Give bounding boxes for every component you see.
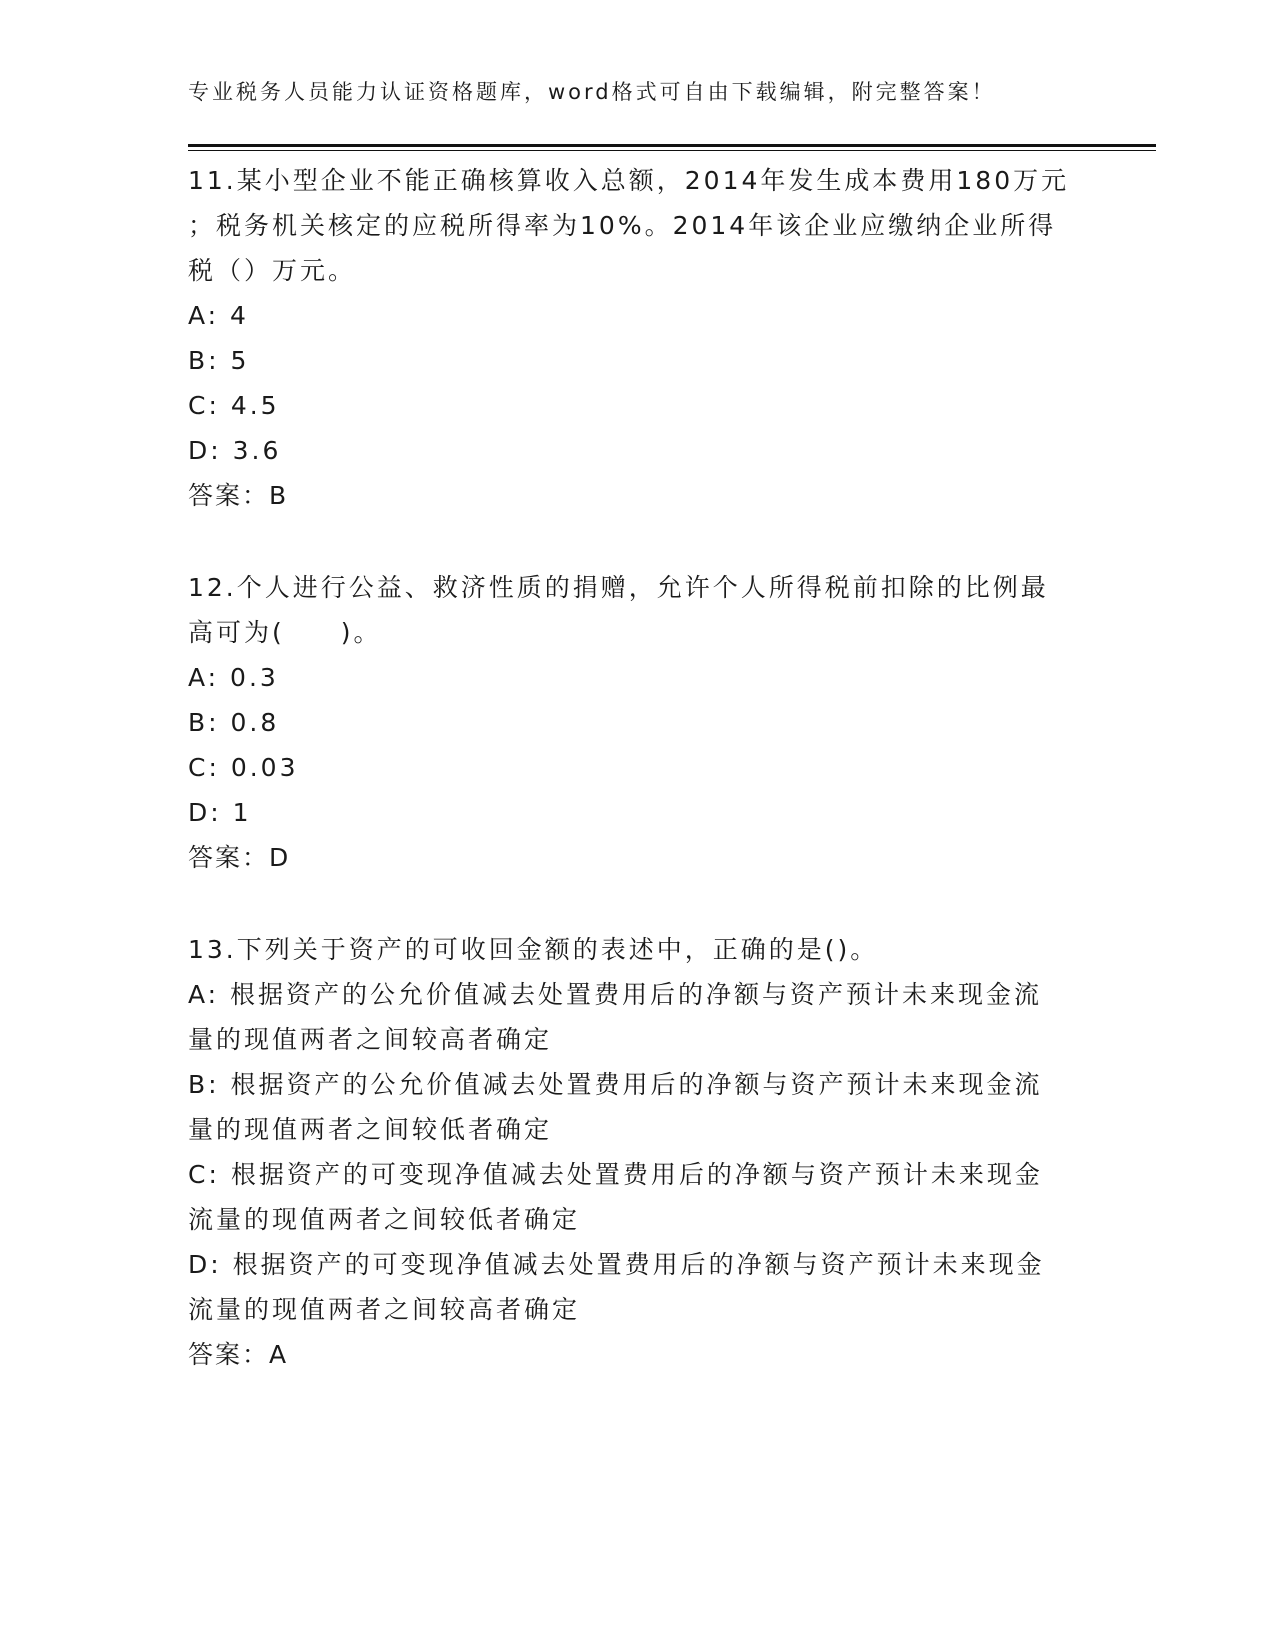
answer-label: 答案：D [188,843,291,872]
question-11 [188,158,1088,519]
option-d: D: 1 [188,798,252,827]
option-a: A: 根据资产的公允价值减去处置费用后的净额与资产预计未来现金流 [188,980,1043,1009]
header-rule-thick [188,144,1156,147]
option-a: A: 4 [188,301,249,330]
answer-label: 答案：B [188,481,289,510]
option-c: C: 根据资产的可变现净值减去处置费用后的净额与资产预计未来现金 [188,1160,1043,1189]
option-c: C: 4.5 [188,391,280,420]
option-d-continued: 流量的现值两者之间较高者确定 [188,1295,581,1324]
option-c-continued: 流量的现值两者之间较低者确定 [188,1205,581,1234]
page-header: 专业税务人员能力认证资格题库，word格式可自由下载编辑，附完整答案！ [188,80,996,104]
question-stem-line: 12.个人进行公益、救济性质的捐赠，允许个人所得税前扣除的比例最 [188,573,1049,602]
option-a: A: 0.3 [188,663,279,692]
option-c: C: 0.03 [188,753,299,782]
question-stem-line: 13.下列关于资产的可收回金额的表述中，正确的是()。 [188,935,879,964]
question-stem-line: 高可为( )。 [188,618,382,647]
option-d: D: 3.6 [188,436,282,465]
option-b: B: 0.8 [188,708,280,737]
answer-label: 答案：A [188,1340,289,1369]
option-b-continued: 量的现值两者之间较低者确定 [188,1115,553,1144]
question-stem-line: ；税务机关核定的应税所得率为10%。2014年该企业应缴纳企业所得 [188,211,1057,240]
header-rule-thin [188,150,1156,151]
option-d: D: 根据资产的可变现净值减去处置费用后的净额与资产预计未来现金 [188,1250,1045,1279]
question-list [188,158,1088,1424]
question-stem-line: 税（）万元。 [188,256,357,285]
question-12 [188,565,1088,881]
question-stem-line: 11.某小型企业不能正确核算收入总额，2014年发生成本费用180万元 [188,166,1070,195]
option-b: B: 根据资产的公允价值减去处置费用后的净额与资产预计未来现金流 [188,1070,1043,1099]
option-b: B: 5 [188,346,250,375]
question-13 [188,927,1088,1378]
option-a-continued: 量的现值两者之间较高者确定 [188,1025,553,1054]
